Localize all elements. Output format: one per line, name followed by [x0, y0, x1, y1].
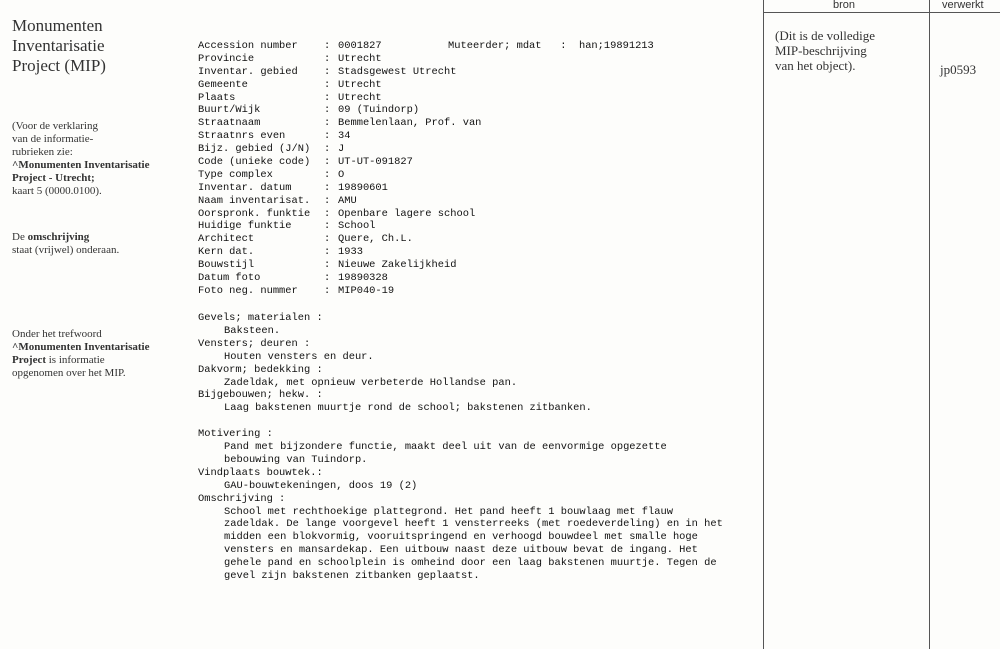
section-text-vindplaats: GAU-bouwtekeningen, doos 19 (2) [224, 479, 418, 492]
field-row: Huidige funktie : School [198, 220, 376, 233]
field-row: Bijz. gebied (J/N) : J [198, 143, 345, 156]
field-value: O [338, 168, 345, 181]
field-row: Kern dat. : 1933 [198, 246, 363, 259]
field-value: 19890328 [338, 272, 388, 285]
left-title-line: Monumenten [12, 16, 103, 35]
section-label-vindplaats: Vindplaats bouwtek.: [198, 466, 323, 479]
field-row: Naam inventarisat. : AMU [198, 194, 357, 207]
field-row: Datum foto : 19890328 [198, 272, 388, 285]
note-line: Project is informatie [12, 354, 105, 366]
field-row: Architect : Quere, Ch.L. [198, 233, 413, 246]
field-row: Straatnaam : Bemmelenlaan, Prof. van [198, 117, 482, 130]
left-title-line: Inventarisatie [12, 36, 105, 55]
verwerkt-header: verwerkt [942, 0, 984, 11]
field-value: Nieuwe Zakelijkheid [338, 259, 457, 272]
record-sections [198, 312, 728, 583]
field-label: Huidige funktie [198, 220, 292, 233]
bron-line: (Dit is de volledige [775, 28, 876, 43]
verwerkt-value: jp0593 [940, 62, 977, 77]
field-value: AMU [338, 194, 357, 207]
note-line: kaart 5 (0000.0100). [12, 185, 102, 197]
field-label: Code (unieke code) [198, 156, 311, 169]
field-value: 0001827 [338, 40, 382, 52]
field-value: MIP040-19 [338, 284, 395, 297]
field-value: Quere, Ch.L. [338, 233, 413, 246]
field-value: 34 [338, 130, 351, 143]
field-row: Inventar. datum : 19890601 [198, 181, 388, 194]
section-label-vensters: Vensters; deuren : [198, 337, 311, 350]
mutator-label: Muteerder; mdat [448, 40, 542, 52]
field-label: Oorspronk. funktie [198, 207, 311, 220]
note-omschrijving [12, 231, 162, 257]
mutator-info: Muteerder; mdat : han;19891213 [448, 40, 654, 52]
column-divider-verwerkt [929, 0, 930, 649]
field-value: J [338, 143, 345, 156]
field-value: Openbare lagere school [338, 207, 476, 220]
field-row: Buurt/Wijk : 09 (Tuindorp) [198, 104, 420, 117]
field-label: Datum foto [198, 272, 261, 285]
section-label-omschrijving: Omschrijving : [198, 492, 286, 505]
field-value: UT-UT-091827 [338, 156, 413, 169]
note-legend [12, 120, 162, 198]
field-value: Utrecht [338, 78, 382, 91]
bron-line: van het object). [775, 58, 856, 73]
record-fields [198, 40, 481, 298]
field-value: 19890601 [338, 181, 388, 194]
left-column [12, 16, 162, 76]
field-value: 09 (Tuindorp) [338, 104, 420, 117]
field-row: Type complex : O [198, 168, 345, 181]
field-label: Foto neg. nummer [198, 284, 298, 297]
field-label: Bouwstijl [198, 259, 255, 272]
note-line: staat (vrijwel) onderaan. [12, 244, 120, 256]
left-title [12, 16, 162, 76]
left-title-line: Project (MIP) [12, 56, 106, 75]
field-value: 1933 [338, 246, 363, 259]
field-row: Provincie : Utrecht [198, 52, 382, 65]
field-value: School [338, 220, 376, 233]
field-label: Plaats [198, 91, 236, 104]
note-line: rubrieken zie: [12, 146, 73, 158]
field-label: Provincie [198, 52, 255, 65]
field-row: Foto neg. nummer : MIP040-19 [198, 284, 395, 297]
field-label: Straatnaam [198, 117, 261, 130]
section-text-omschrijving: School met rechthoekige plattegrond. Het pand heeft 1 bouwlaag met flauw zadeldak. De lange voorgevel heeft 1 vensterreeks (met roedeverdeling) en in het midden een blokvormig, vooruitspringend en verhoogd bouwdeel met smalle hoge vensters en mansardekap. Een uitbouw naast deze uitbouw bevat de ingang. Het gehele pand en schoolplein is omheind door een laag bakstenen muurtje. Tegen de gevel zijn bakstenen zitbanken geplaatst. [224, 505, 723, 583]
note-line: (Voor de verklaring [12, 120, 98, 132]
field-row: Straatnrs even : 34 [198, 130, 351, 143]
bron-text [775, 28, 875, 73]
field-label: Gemeente [198, 78, 248, 91]
note-line: van de informatie- [12, 133, 94, 145]
section-label-dakvorm: Dakvorm; bedekking : [198, 363, 323, 376]
field-label: Straatnrs even [198, 130, 286, 143]
field-row: Plaats : Utrecht [198, 91, 382, 104]
mutator-value: han;19891213 [578, 40, 654, 52]
field-value: Utrecht [338, 52, 382, 65]
field-label: Bijz. gebied (J/N) [198, 143, 311, 156]
section-text-gevels: Baksteen. [224, 324, 281, 337]
field-label: Naam inventarisat. [198, 194, 311, 207]
section-label-motivering: Motivering : [198, 428, 273, 441]
note-line: Onder het trefwoord [12, 328, 102, 340]
field-row: Accession number : 0001827 [198, 40, 382, 52]
column-divider-bron [763, 0, 764, 649]
note-line-bold: ^Monumenten Inventarisatie [12, 159, 150, 171]
field-label: Type complex [198, 168, 273, 181]
field-value: Bemmelenlaan, Prof. van [338, 117, 482, 130]
note-trefwoord [12, 328, 162, 380]
bron-line: MIP-beschrijving [775, 43, 867, 58]
note-line: De omschrijving [12, 231, 90, 243]
section-label-bijgebouwen: Bijgebouwen; hekw. : [198, 389, 323, 402]
field-value: Stadsgewest Utrecht [338, 65, 457, 78]
bron-header: bron [833, 0, 856, 11]
field-row: Oorspronk. funktie : Openbare lagere school [198, 207, 476, 220]
field-value: Utrecht [338, 91, 382, 104]
section-text-vensters: Houten vensters en deur. [224, 350, 374, 363]
field-row: Code (unieke code) : UT-UT-091827 [198, 156, 413, 169]
field-row: Gemeente : Utrecht [198, 78, 382, 91]
field-label: Inventar. datum [198, 181, 292, 194]
field-label: Inventar. gebied [198, 65, 298, 78]
field-row: Bouwstijl : Nieuwe Zakelijkheid [198, 259, 457, 272]
field-label: Kern dat. [198, 246, 255, 259]
field-label: Accession number [198, 40, 298, 52]
note-line-bold: Project - Utrecht; [12, 172, 95, 184]
header-rule [763, 12, 1000, 13]
field-row: Inventar. gebied : Stadsgewest Utrecht [198, 65, 457, 78]
note-line-bold: ^Monumenten Inventarisatie [12, 341, 150, 353]
field-label: Buurt/Wijk [198, 104, 261, 117]
section-text-motivering: Pand met bijzondere functie, maakt deel uit van de eenvormige opgezette bebouwing van Tuindorp. [224, 441, 667, 466]
section-label-gevels: Gevels; materialen : [198, 312, 323, 324]
field-label: Architect [198, 233, 255, 246]
section-text-bijgebouwen: Laag bakstenen muurtje rond de school; bakstenen zitbanken. [224, 402, 592, 415]
section-text-dakvorm: Zadeldak, met opnieuw verbeterde Hollandse pan. [224, 376, 518, 389]
note-line: opgenomen over het MIP. [12, 367, 126, 379]
